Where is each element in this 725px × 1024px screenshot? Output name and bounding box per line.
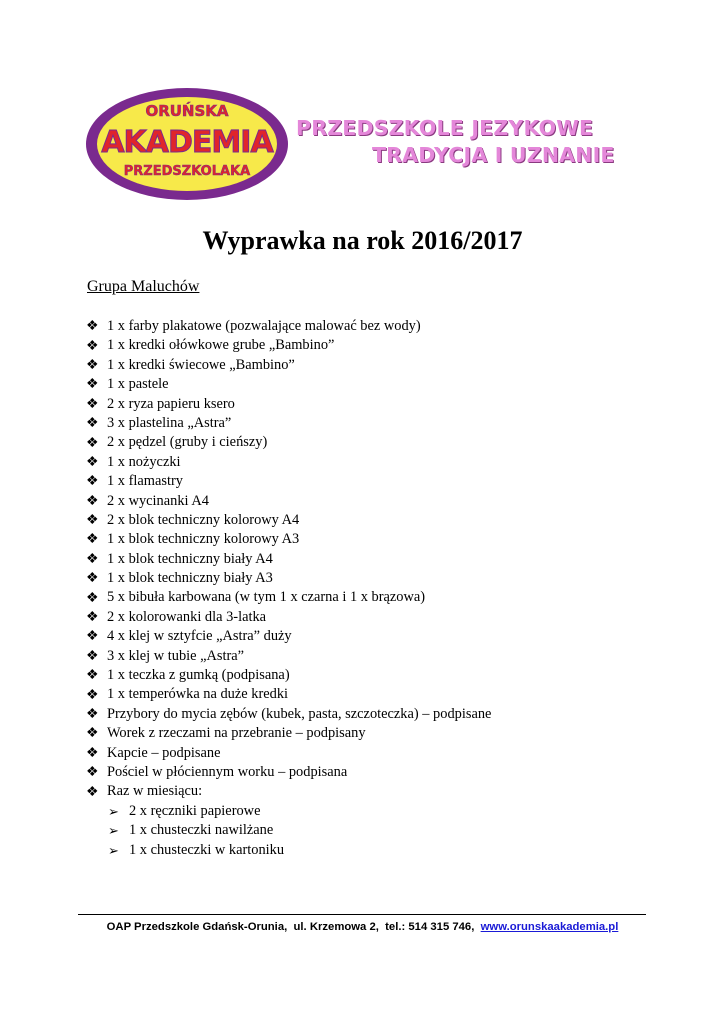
- diamond-bullet-icon: ❖: [86, 532, 99, 548]
- diamond-bullet-icon: ❖: [86, 687, 99, 703]
- list-item: [86, 356, 491, 375]
- diamond-bullet-icon: ❖: [86, 396, 99, 412]
- diamond-bullet-icon: ❖: [86, 474, 99, 490]
- diamond-bullet-icon: ❖: [86, 319, 99, 335]
- list-item: [86, 627, 491, 646]
- item-text: Pościel w płóciennym worku – podpisana: [107, 763, 348, 780]
- list-item: [86, 492, 491, 511]
- arrow-bullet-icon: ➢: [108, 823, 119, 839]
- logo-top-text: ORUŃSKA: [145, 102, 229, 120]
- item-text: 2 x pędzel (gruby i cieńszy): [107, 434, 268, 451]
- item-text: 3 x klej w tubie „Astra”: [107, 647, 245, 664]
- sub-item-text: 2 x ręczniki papierowe: [129, 802, 261, 819]
- item-text: 1 x blok techniczny kolorowy A3: [107, 531, 300, 548]
- item-text: 1 x teczka z gumką (podpisana): [107, 667, 290, 684]
- item-text: 1 x flamastry: [107, 473, 183, 490]
- arrow-bullet-icon: ➢: [108, 842, 119, 858]
- list-item: [86, 647, 491, 666]
- header-line-1: PRZEDSZKOLE JEZYKOWE: [296, 116, 594, 140]
- item-text: 1 x temperówka na duże kredki: [107, 686, 289, 703]
- list-item: [86, 395, 491, 414]
- sub-item-text: 1 x chusteczki nawilżane: [129, 822, 274, 839]
- group-heading: Grupa Maluchów: [87, 278, 200, 295]
- item-text: 2 x blok techniczny kolorowy A4: [107, 511, 300, 528]
- item-text: Worek z rzeczami na przebranie – podpisany: [107, 725, 366, 742]
- list-item: [86, 588, 491, 607]
- school-name-header: [294, 115, 654, 169]
- diamond-bullet-icon: ❖: [86, 357, 99, 373]
- diamond-bullet-icon: ❖: [86, 416, 99, 432]
- item-text: 1 x kredki świecowe „Bambino”: [107, 356, 295, 373]
- supply-list: [86, 317, 491, 860]
- diamond-bullet-icon: ❖: [86, 648, 99, 664]
- diamond-bullet-icon: ❖: [86, 745, 99, 761]
- diamond-bullet-icon: ❖: [86, 338, 99, 354]
- list-item: [86, 569, 491, 588]
- list-item: [86, 550, 491, 569]
- list-item: [86, 414, 491, 433]
- item-text: 1 x kredki ołówkowe grube „Bambino”: [107, 337, 335, 354]
- sub-list-item: [108, 802, 491, 821]
- website-link[interactable]: www.orunskaakademia.pl: [480, 921, 619, 933]
- logo-main-text: AKADEMIA: [101, 125, 273, 160]
- sub-item-text: 1 x chusteczki w kartoniku: [129, 841, 285, 858]
- item-text: 4 x klej w sztyfcie „Astra” duży: [107, 628, 292, 645]
- item-text: 1 x farby plakatowe (pozwalające malować bez wody): [107, 318, 421, 334]
- list-item: [86, 744, 491, 763]
- sub-list-item: [108, 841, 491, 860]
- item-text: 3 x plastelina „Astra”: [107, 414, 232, 431]
- footer-divider: [78, 914, 646, 915]
- diamond-bullet-icon: ❖: [86, 610, 99, 626]
- list-item: [86, 666, 491, 685]
- logo-bottom-text: PRZEDSZKOLAKA: [123, 164, 251, 179]
- list-item: [86, 472, 491, 491]
- list-item: [86, 375, 491, 394]
- list-item: [86, 763, 491, 782]
- header-line-2: TRADYCJA I UZNANIE: [372, 143, 615, 167]
- list-item: [86, 782, 491, 801]
- diamond-bullet-icon: ❖: [86, 377, 99, 393]
- diamond-bullet-icon: ❖: [86, 707, 99, 722]
- page-title: Wyprawka na rok 2016/2017: [202, 226, 523, 255]
- item-text: 1 x blok techniczny biały A3: [107, 570, 273, 587]
- diamond-bullet-icon: ❖: [86, 784, 99, 800]
- diamond-bullet-icon: ❖: [86, 513, 99, 529]
- item-text: 2 x ryza papieru ksero: [107, 395, 235, 412]
- item-text: Kapcie – podpisane: [107, 744, 221, 761]
- list-item: [86, 453, 491, 472]
- list-item: [86, 530, 491, 549]
- footer: [0, 920, 725, 934]
- item-text: 2 x wycinanki A4: [107, 492, 209, 509]
- list-item: [86, 511, 491, 530]
- diamond-bullet-icon: ❖: [86, 765, 99, 781]
- sub-list-item: [108, 821, 491, 840]
- footer-contact-text: OAP Przedszkole Gdańsk-Orunia, ul. Krzemowa 2, tel.: 514 315 746,: [106, 921, 481, 933]
- diamond-bullet-icon: ❖: [86, 571, 99, 587]
- diamond-bullet-icon: ❖: [86, 551, 99, 567]
- item-text: 1 x pastele: [107, 376, 169, 393]
- item-text: Przybory do mycia zębów (kubek, pasta, szczoteczka) – podpisane: [107, 705, 492, 722]
- monthly-sublist: [86, 802, 491, 860]
- list-item: [86, 724, 491, 743]
- item-text: Raz w miesiącu:: [107, 783, 203, 800]
- list-item: [86, 608, 491, 627]
- arrow-bullet-icon: ➢: [108, 803, 119, 819]
- item-text: 5 x bibuła karbowana (w tym 1 x czarna i 1 x brązowa): [107, 589, 426, 606]
- school-logo: [84, 86, 290, 202]
- diamond-bullet-icon: ❖: [86, 435, 99, 451]
- list-item: [86, 433, 491, 452]
- diamond-bullet-icon: ❖: [86, 454, 99, 470]
- diamond-bullet-icon: ❖: [86, 668, 99, 684]
- diamond-bullet-icon: ❖: [86, 726, 99, 742]
- item-text: 1 x nożyczki: [107, 453, 181, 470]
- list-item: [86, 317, 491, 336]
- list-item: [86, 336, 491, 355]
- item-text: 1 x blok techniczny biały A4: [107, 550, 273, 567]
- diamond-bullet-icon: ❖: [86, 590, 99, 606]
- item-text: 2 x kolorowanki dla 3-latka: [107, 608, 267, 625]
- list-item: [86, 685, 491, 704]
- diamond-bullet-icon: ❖: [86, 493, 99, 509]
- list-item: [86, 705, 491, 724]
- diamond-bullet-icon: ❖: [86, 629, 99, 645]
